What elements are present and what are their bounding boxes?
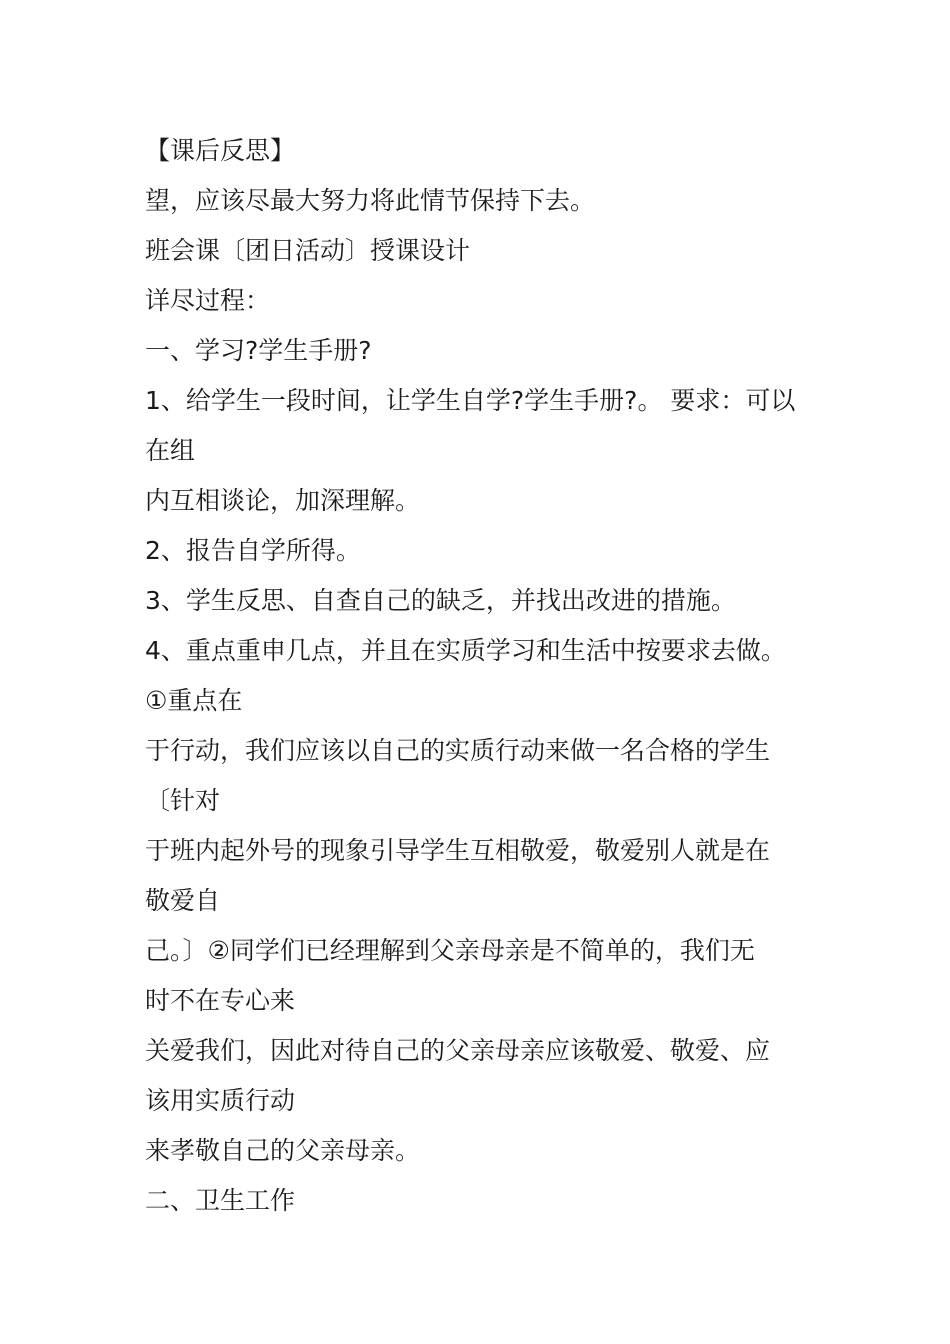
section-heading-reflection: 【课后反思】	[145, 136, 296, 165]
text-line: 于行动，我们应该以自己的实质行动来做一名合格的学生	[145, 736, 771, 765]
text-line: 时不在专心来	[145, 986, 296, 1015]
section-heading-one: 一、学习?学生手册?	[145, 336, 372, 365]
text-line: 1、给学生一段时间，让学生自学?学生手册?。 要求：可以	[145, 386, 796, 415]
text-line: 己。〕②同学们已经理解到父亲母亲是不简单的，我们无	[145, 936, 755, 965]
text-line: 敬爱自	[145, 886, 221, 915]
text-line: 3、学生反思、自查自己的缺乏，并找出改进的措施。	[145, 586, 736, 615]
section-heading-process: 详尽过程：	[145, 286, 271, 315]
text-line: 于班内起外号的现象引导学生互相敬爱，敬爱别人就是在	[145, 836, 771, 865]
text-line: 〔针对	[145, 786, 221, 815]
document-subtitle: 班会课〔团日活动〕授课设计	[145, 236, 471, 265]
text-line: 内互相谈论，加深理解。	[145, 486, 421, 515]
text-line: 来孝敬自己的父亲母亲。	[145, 1136, 421, 1165]
text-line: 该用实质行动	[145, 1086, 296, 1115]
section-heading-two: 二、卫生工作	[145, 1186, 296, 1215]
text-line: 在组	[145, 436, 196, 465]
text-line: 望，应该尽最大努力将此情节保持下去。	[145, 186, 596, 215]
text-line: 4、重点重申几点，并且在实质学习和生活中按要求去做。	[145, 636, 786, 665]
text-line: ①重点在	[145, 686, 243, 715]
document-body	[145, 126, 825, 1226]
text-line: 2、报告自学所得。	[145, 536, 361, 565]
text-line: 关爱我们，因此对待自己的父亲母亲应该敬爱、敬爱、应	[145, 1036, 771, 1065]
